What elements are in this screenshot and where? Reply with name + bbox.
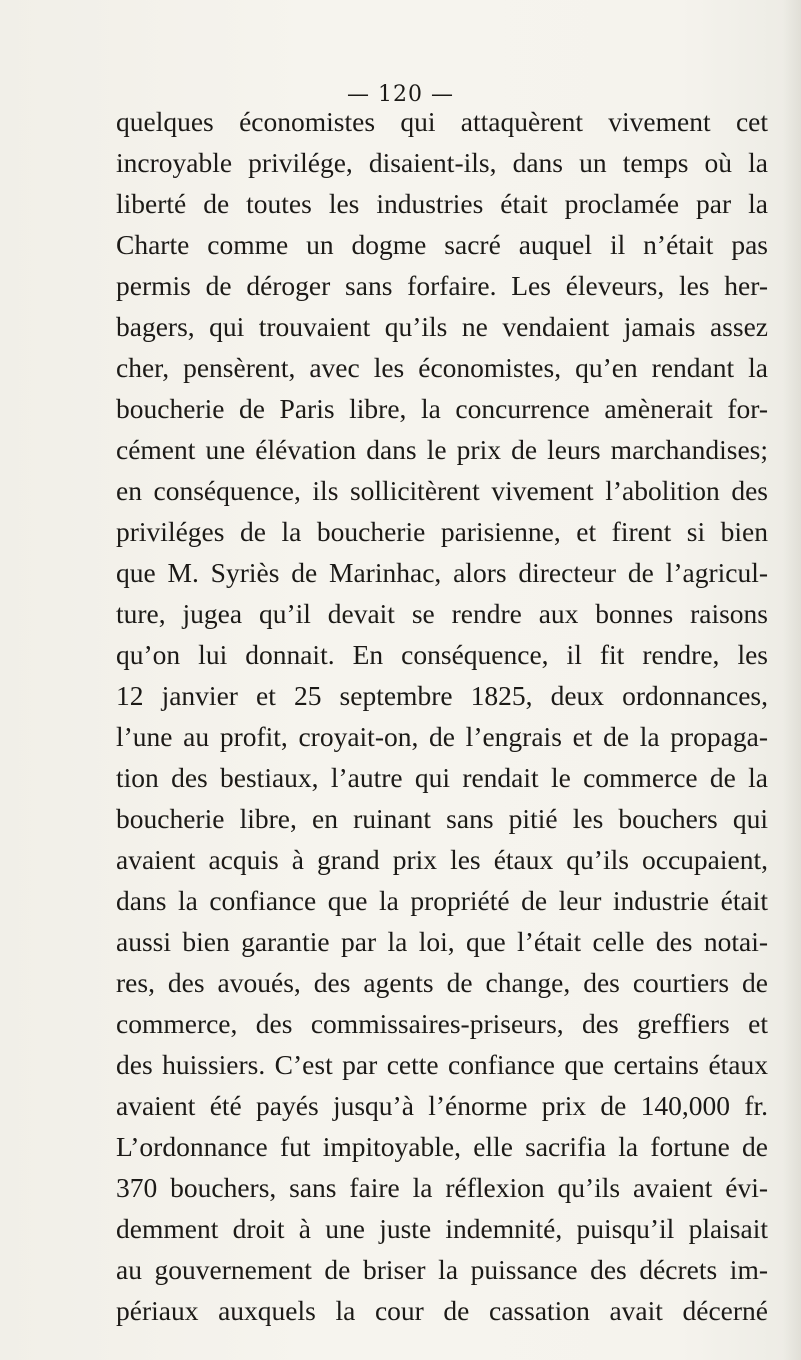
text-line: en conséquence, ils sollicitèrent vivement l’abolition des: [116, 475, 768, 506]
text-line: permis de déroger sans forfaire. Les éleveurs, les her-: [116, 270, 768, 301]
text-line: Charte comme un dogme sacré auquel il n’était pas: [116, 229, 768, 260]
text-line: boucherie libre, en ruinant sans pitié les bouchers qui: [116, 803, 768, 834]
text-line: cément une élévation dans le prix de leurs marchandises;: [116, 434, 768, 465]
text-line: priviléges de la boucherie parisienne, et firent si bien: [116, 516, 768, 547]
text-line: bagers, qui trouvaient qu’ils ne vendaient jamais assez: [116, 311, 768, 342]
text-line: boucherie de Paris libre, la concurrence amènerait for-: [116, 393, 768, 424]
text-line: commerce, des commissaires-priseurs, des greffiers et: [116, 1008, 768, 1039]
text-line: 12 janvier et 25 septembre 1825, deux ordonnances,: [116, 680, 768, 711]
text-line: l’une au profit, croyait-on, de l’engrais et de la propaga-: [116, 721, 768, 752]
text-line: au gouvernement de briser la puissance des décrets im-: [116, 1254, 768, 1285]
text-line: liberté de toutes les industries était proclamée par la: [116, 188, 768, 219]
page-edge-shadow: [783, 0, 801, 1360]
text-line: res, des avoués, des agents de change, des courtiers de: [116, 967, 768, 998]
text-line: quelques économistes qui attaquèrent vivement cet: [116, 106, 768, 137]
text-line: demment droit à une juste indemnité, puisqu’il plaisait: [116, 1213, 768, 1244]
text-line: tion des bestiaux, l’autre qui rendait le commerce de la: [116, 762, 768, 793]
text-line: dans la confiance que la propriété de leur industrie était: [116, 885, 768, 916]
text-line: incroyable privilége, disaient-ils, dans un temps où la: [116, 147, 768, 178]
text-line: ture, jugea qu’il devait se rendre aux bonnes raisons: [116, 598, 768, 629]
text-line: périaux auxquels la cour de cassation avait décerné: [116, 1295, 768, 1326]
text-line: que M. Syriès de Marinhac, alors directeur de l’agricul-: [116, 557, 768, 588]
text-line: des huissiers. C’est par cette confiance que certains étaux: [116, 1049, 768, 1080]
page-number: — 120 —: [347, 82, 454, 107]
text-line: L’ordonnance fut impitoyable, elle sacrifia la fortune de: [116, 1131, 768, 1162]
text-line: aussi bien garantie par la loi, que l’était celle des notai-: [116, 926, 768, 957]
body-text: [116, 101, 768, 1331]
text-line: qu’on lui donnait. En conséquence, il fit rendre, les: [116, 639, 768, 670]
text-line: 370 bouchers, sans faire la réflexion qu’ils avaient évi-: [116, 1172, 768, 1203]
text-line: cher, pensèrent, avec les économistes, qu’en rendant la: [116, 352, 768, 383]
text-line: avaient été payés jusqu’à l’énorme prix de 140,000 fr.: [116, 1090, 768, 1121]
text-line: avaient acquis à grand prix les étaux qu’ils occupaient,: [116, 844, 768, 875]
